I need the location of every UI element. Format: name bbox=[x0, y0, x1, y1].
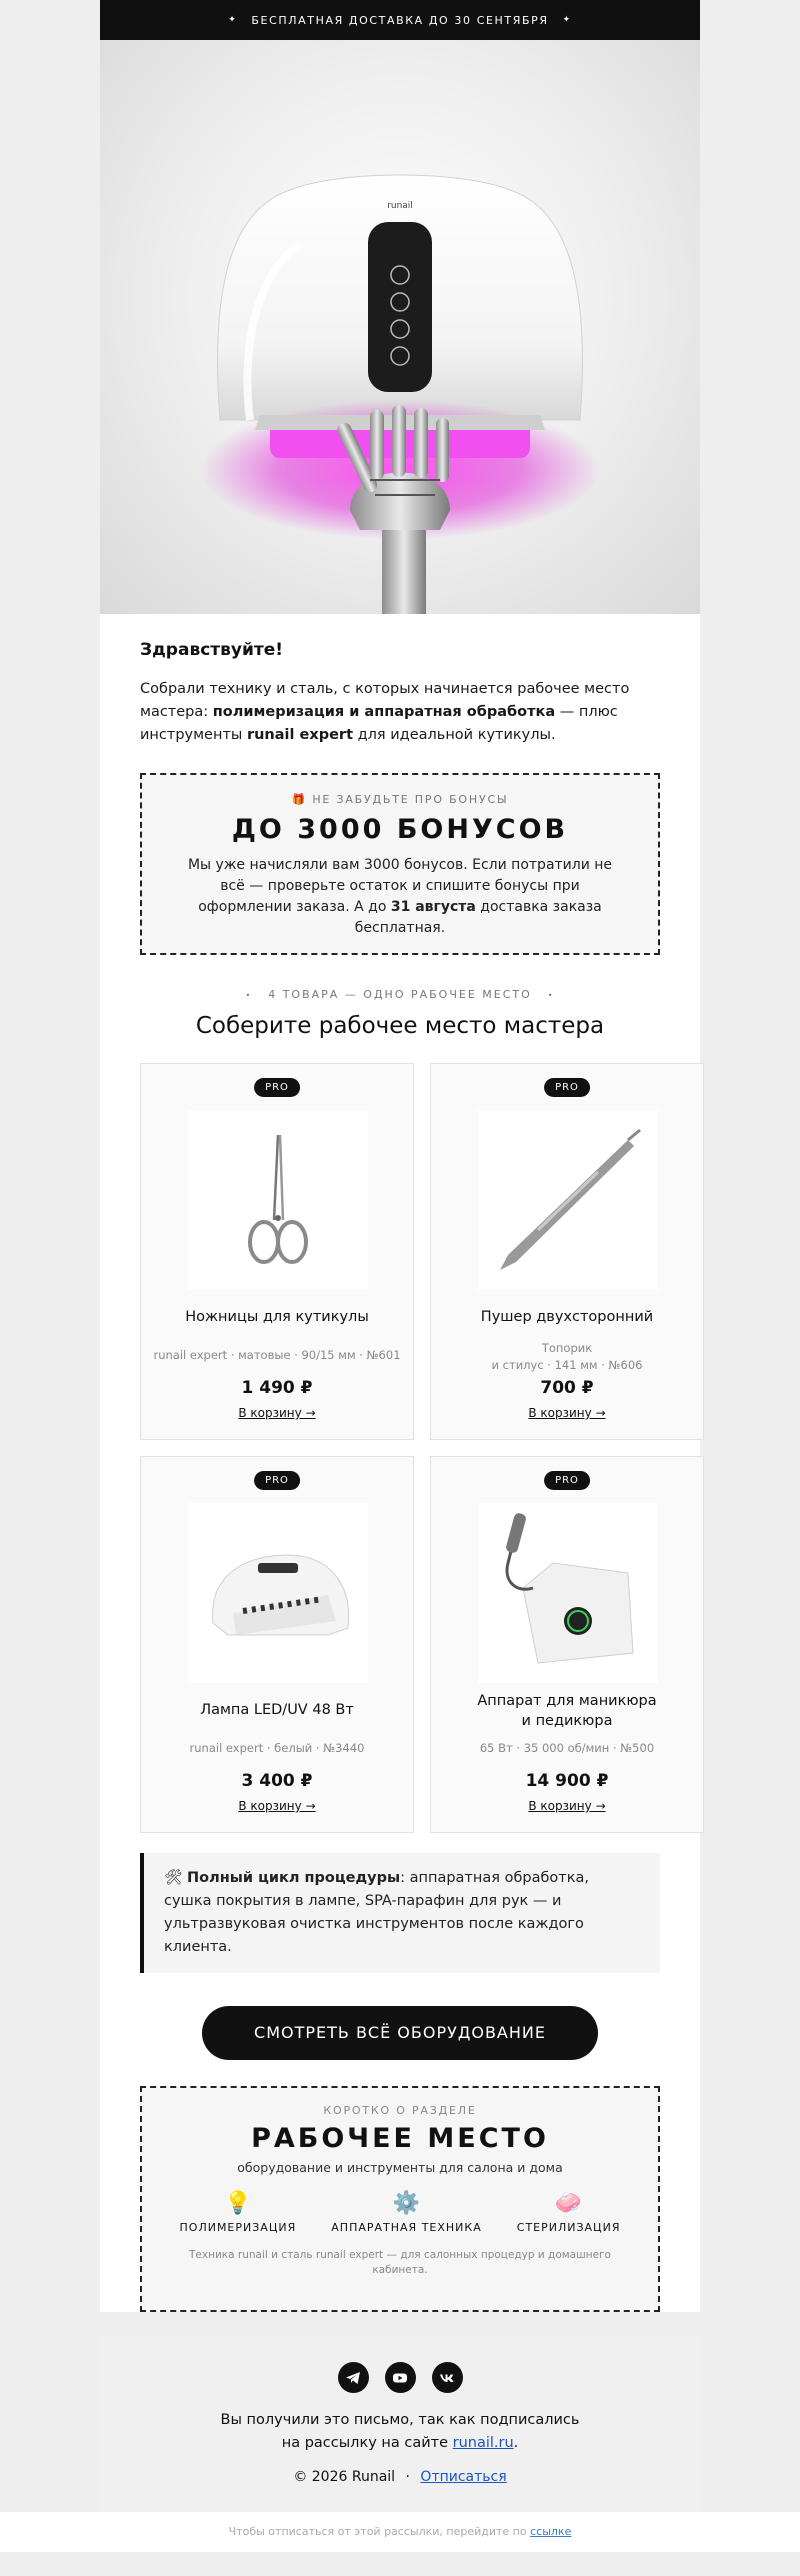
intro-bold: полимеризация и аппаратная обработка bbox=[212, 704, 556, 720]
copyright: © 2026 Runail bbox=[293, 2469, 396, 2485]
star-icon: ✦ bbox=[228, 15, 238, 25]
bonus-title: ДО 3000 БОНУСОВ bbox=[231, 814, 569, 845]
product-image[interactable] bbox=[478, 1110, 658, 1290]
about-title: РАБОЧЕЕ МЕСТО bbox=[251, 2123, 549, 2154]
star-icon: ✦ bbox=[562, 15, 572, 25]
category-label: АППАРАТНАЯ ТЕХНИКА bbox=[331, 2221, 482, 2234]
separator: · bbox=[405, 2469, 410, 2485]
product-card[interactable] bbox=[430, 1063, 704, 1440]
unsubscribe-link[interactable]: Отписаться bbox=[420, 2469, 507, 2485]
youtube-icon[interactable] bbox=[385, 2362, 416, 2393]
category-hardware[interactable] bbox=[331, 2191, 481, 2234]
unsubscribe-hint: Чтобы отписаться от этой рассылки, перейдите по bbox=[228, 2525, 531, 2538]
product-image[interactable] bbox=[188, 1110, 368, 1290]
uv-lamp-icon bbox=[188, 1503, 368, 1683]
intro-paragraph bbox=[140, 678, 660, 747]
site-link[interactable]: runail.ru bbox=[452, 2435, 514, 2451]
add-to-cart-link[interactable]: В корзину → bbox=[238, 1406, 316, 1420]
product-name: Аппарат для маникюра и педикюра bbox=[477, 1693, 657, 1729]
about-subtitle: оборудование и инструменты для салона и дома bbox=[237, 2160, 563, 2175]
social-links bbox=[100, 2362, 700, 2393]
bonus-kicker-text: НЕ ЗАБУДЬТЕ ПРО БОНУСЫ bbox=[312, 793, 509, 806]
vk-icon[interactable] bbox=[432, 2362, 463, 2393]
product-meta: Топорик и стилус · 141 мм · №606 bbox=[491, 1341, 643, 1372]
intro-text: — плюс инструменты bbox=[140, 704, 618, 743]
product-meta: runail expert · белый · №3440 bbox=[189, 1741, 365, 1755]
product-name: Лампа LED/UV 48 Вт bbox=[200, 1702, 354, 1718]
product-image[interactable] bbox=[188, 1503, 368, 1683]
product-card[interactable] bbox=[140, 1063, 414, 1440]
notice-line: Вы получили это письмо, так как подписались bbox=[220, 2412, 580, 2428]
pro-badge: PRO bbox=[544, 1471, 590, 1490]
product-card[interactable] bbox=[430, 1456, 704, 1833]
telegram-glyph bbox=[345, 2370, 361, 2386]
product-price: 700 ₽ bbox=[540, 1378, 594, 1398]
dot-icon: • bbox=[245, 991, 253, 1000]
add-to-cart-link[interactable]: В корзину → bbox=[528, 1406, 606, 1420]
pro-badge: PRO bbox=[254, 1471, 300, 1490]
add-to-cart-link[interactable]: В корзину → bbox=[238, 1799, 316, 1813]
manicure-machine-icon bbox=[478, 1503, 658, 1683]
product-grid bbox=[140, 1063, 660, 1833]
svg-text:runail: runail bbox=[387, 201, 413, 211]
intro-text: Собрали технику и сталь, с которых начинается рабочее место мастера: bbox=[140, 681, 630, 720]
section-kicker bbox=[140, 988, 660, 1001]
add-to-cart-link[interactable]: В корзину → bbox=[528, 1799, 606, 1813]
pro-badge: PRO bbox=[254, 1078, 300, 1097]
product-price: 14 900 ₽ bbox=[525, 1771, 609, 1791]
category-sterilization[interactable] bbox=[517, 2191, 621, 2234]
category-polymerization[interactable] bbox=[180, 2191, 297, 2234]
bonus-deadline: 31 августа bbox=[390, 899, 476, 915]
category-list bbox=[142, 2191, 658, 2234]
tools-icon: 🛠 bbox=[164, 1870, 183, 1886]
scissors-icon bbox=[188, 1110, 368, 1290]
email-body bbox=[100, 0, 700, 2312]
cycle-text: : аппаратная обработка, сушка покрытия в лампе, SPA-парафин для рук — и ультразвуковая очистка инструментов после каждого клиента. bbox=[164, 1870, 589, 1955]
section-kicker-text: 4 ТОВАРА — ОДНО РАБОЧЕЕ МЕСТО bbox=[268, 988, 532, 1001]
vk-glyph bbox=[439, 2370, 455, 2386]
email-content bbox=[100, 640, 700, 2312]
product-price: 3 400 ₽ bbox=[241, 1771, 313, 1791]
about-section-box bbox=[140, 2086, 660, 2312]
pro-badge: PRO bbox=[544, 1078, 590, 1097]
cycle-title: Полный цикл процедуры bbox=[187, 1870, 401, 1886]
category-label: СТЕРИЛИЗАЦИЯ bbox=[516, 2221, 621, 2234]
gear-icon: ⚙️ bbox=[392, 2191, 421, 2216]
category-label: ПОЛИМЕРИЗАЦИЯ bbox=[179, 2221, 297, 2234]
shipping-banner bbox=[100, 0, 700, 40]
intro-bold: runail expert bbox=[246, 727, 354, 743]
bonus-text-part: доставка заказа бесплатная. bbox=[354, 899, 602, 936]
dot-icon: • bbox=[547, 991, 555, 1000]
product-name: Пушер двухсторонний bbox=[480, 1309, 654, 1325]
lightbulb-icon: 💡 bbox=[224, 2191, 252, 2216]
bonus-box bbox=[140, 773, 660, 955]
youtube-glyph bbox=[392, 2370, 408, 2386]
pusher-icon bbox=[478, 1110, 658, 1290]
subscription-notice bbox=[100, 2409, 700, 2455]
product-image[interactable] bbox=[478, 1503, 658, 1683]
view-all-equipment-button[interactable]: СМОТРЕТЬ ВСЁ ОБОРУДОВАНИЕ bbox=[202, 2006, 598, 2060]
about-note: Техника runail и сталь runail expert — для салонных процедур и домашнего кабинета. bbox=[189, 2249, 611, 2276]
bonus-kicker bbox=[142, 793, 658, 806]
section-title: Соберите рабочее место мастера bbox=[195, 1013, 605, 1039]
uv-lamp-robot-hand-illustration bbox=[100, 40, 700, 614]
intro-text: для идеальной кутикулы. bbox=[353, 727, 556, 743]
telegram-icon[interactable] bbox=[338, 2362, 369, 2393]
product-meta: runail expert · матовые · 90/15 мм · №601 bbox=[153, 1348, 401, 1362]
bonus-text bbox=[180, 855, 620, 939]
product-card[interactable] bbox=[140, 1456, 414, 1833]
notice-punct: . bbox=[513, 2435, 519, 2451]
gift-icon: 🎁 bbox=[291, 793, 308, 806]
hero-image[interactable] bbox=[100, 40, 700, 614]
product-name: Ножницы для кутикулы bbox=[185, 1309, 369, 1325]
about-kicker: КОРОТКО О РАЗДЕЛЕ bbox=[323, 2104, 477, 2117]
product-price: 1 490 ₽ bbox=[241, 1378, 313, 1398]
greeting: Здравствуйте! bbox=[140, 640, 284, 660]
product-meta: 65 Вт · 35 000 об/мин · №500 bbox=[479, 1741, 655, 1755]
shipping-banner-text: БЕСПЛАТНАЯ ДОСТАВКА ДО 30 СЕНТЯБРЯ bbox=[251, 13, 549, 27]
soap-icon: 🧼 bbox=[554, 2191, 583, 2216]
procedure-cycle-note bbox=[140, 1853, 660, 1973]
bonus-text-part: Мы уже начисляли вам 3000 бонусов. Если потратили не всё — проверьте остаток и спишите бонусы при оформлении заказа. А до bbox=[187, 857, 613, 915]
email-footer bbox=[100, 2336, 700, 2512]
notice-line: на рассылку на сайте bbox=[281, 2435, 453, 2451]
copyright-line bbox=[100, 2469, 700, 2485]
preheader-unsubscribe-bar bbox=[0, 2512, 800, 2552]
unsubscribe-hint-link[interactable]: ссылке bbox=[530, 2525, 572, 2538]
